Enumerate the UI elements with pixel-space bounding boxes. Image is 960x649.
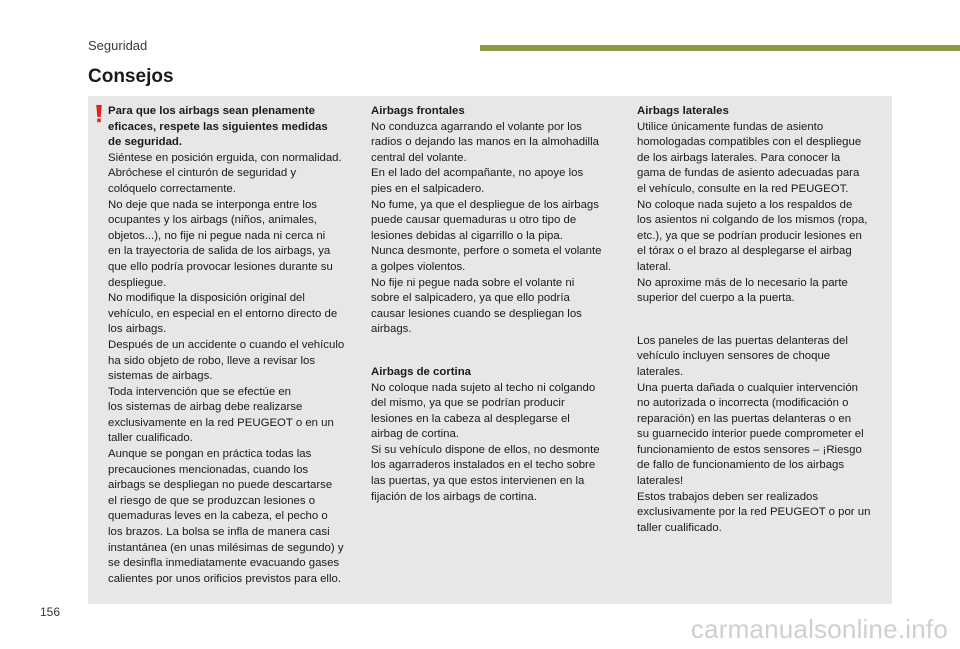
advice-heading: Para que los airbags sean plenamente eficaces, respete las siguientes medidas de seguridad. bbox=[108, 105, 328, 149]
curtain-airbags-heading: Airbags de cortina bbox=[371, 365, 472, 378]
column-side-airbags bbox=[637, 104, 887, 536]
watermark: carmanualsonline.info bbox=[690, 614, 948, 644]
column-front-curtain-airbags bbox=[371, 104, 621, 505]
side-airbags-heading: Airbags laterales bbox=[637, 105, 729, 117]
curtain-airbags-text: No coloque nada sujeto al techo ni colgando del mismo, ya que se podrían producir lesiones en la cabeza al desplegarse el airbag de cortina. Si su vehículo dispone de ellos, no desmonte los agarraderos instalados en el techo sobre las puertas, ya que estos intervienen en la fijación de los airbags de cortina. bbox=[371, 381, 600, 503]
side-airbags-text: Utilice únicamente fundas de asiento homologadas compatibles con el despliegue de los airbags laterales. Para conocer la gama de fundas de asiento adecuadas para el vehículo, consulte en la red PEUGEOT. No coloque nada sujeto a los respaldos de los asientos ni colgando de los mismos (ropa, etc.), ya que se podrían producir lesiones en el tórax o el brazo al desplegarse el airbag lateral. No aproxime más de lo necesario la parte superior del cuerpo a la puerta. bbox=[637, 120, 868, 305]
page-number: 156 bbox=[40, 605, 61, 619]
column-general-advice bbox=[108, 104, 360, 587]
advice-text: Siéntese en posición erguida, con normalidad. Abróchese el cinturón de seguridad y colóquelo correctamente. No deje que nada se interponga entre los ocupantes y los airbags (niños, animales, objetos...), no fije ni pegue nada ni cerca ni en la trayectoria de salida de los airbags, ya que ello podría provocar lesiones durante su despliegue. No modifique la disposición original del vehículo, en especial en el entorno directo de los airbags. Después de un accidente o cuando el vehículo ha sido objeto de robo, lleve a revisar los sistemas de airbags. Toda intervención que se efectúe en los sistemas de airbag debe realizarse exclusivamente en la red PEUGEOT o en un taller cualificado. Aunque se pongan en práctica todas las precauciones mencionadas, cuando los airbags se despliegan no puede descartarse el riesgo de que se produzcan lesiones o quemaduras leves en la cabeza, el pecho o los brazos. La bolsa se infla de manera casi instantánea (en unas milésimas de segundo) y se desinfla inmediatamente evacuando gases calientes por unos orificios previstos para ello. bbox=[108, 151, 345, 585]
door-sensors-text: Los paneles de las puertas delanteras del vehículo incluyen sensores de choque laterales. Una puerta dañada o cualquier intervención no autorizada o incorrecta (modificación o reparación) en las puertas delanteras o en su guarnecido interior puede comprometer el funcionamiento de estos sensores – ¡Riesgo de fallo de funcionamiento de los airbags laterales! Estos trabajos deben ser realizados exclusivamente por la red PEUGEOT o por un taller cualificado. bbox=[637, 334, 871, 534]
front-airbags-heading: Airbags frontales bbox=[371, 105, 465, 117]
section-label: Seguridad bbox=[88, 38, 148, 53]
front-airbags-text: No conduzca agarrando el volante por los radios o dejando las manos en la almohadilla central del volante. En el lado del acompañante, no apoye los pies en el salpicadero. No fume, ya que el despliegue de los airbags puede causar quemaduras u otro tipo de lesiones debidas al cigarrillo o la pipa. Nunca desmonte, perfore o someta el volante a golpes violentos. No fije ni pegue nada sobre el volante ni sobre el salpicadero, ya que ello podría causar lesiones cuando se despliegan los airbags. bbox=[371, 120, 602, 336]
header-accent-bar bbox=[480, 45, 960, 51]
exclamation-icon bbox=[94, 105, 104, 123]
page-title: Consejos bbox=[88, 66, 174, 87]
content-panel bbox=[88, 96, 892, 604]
